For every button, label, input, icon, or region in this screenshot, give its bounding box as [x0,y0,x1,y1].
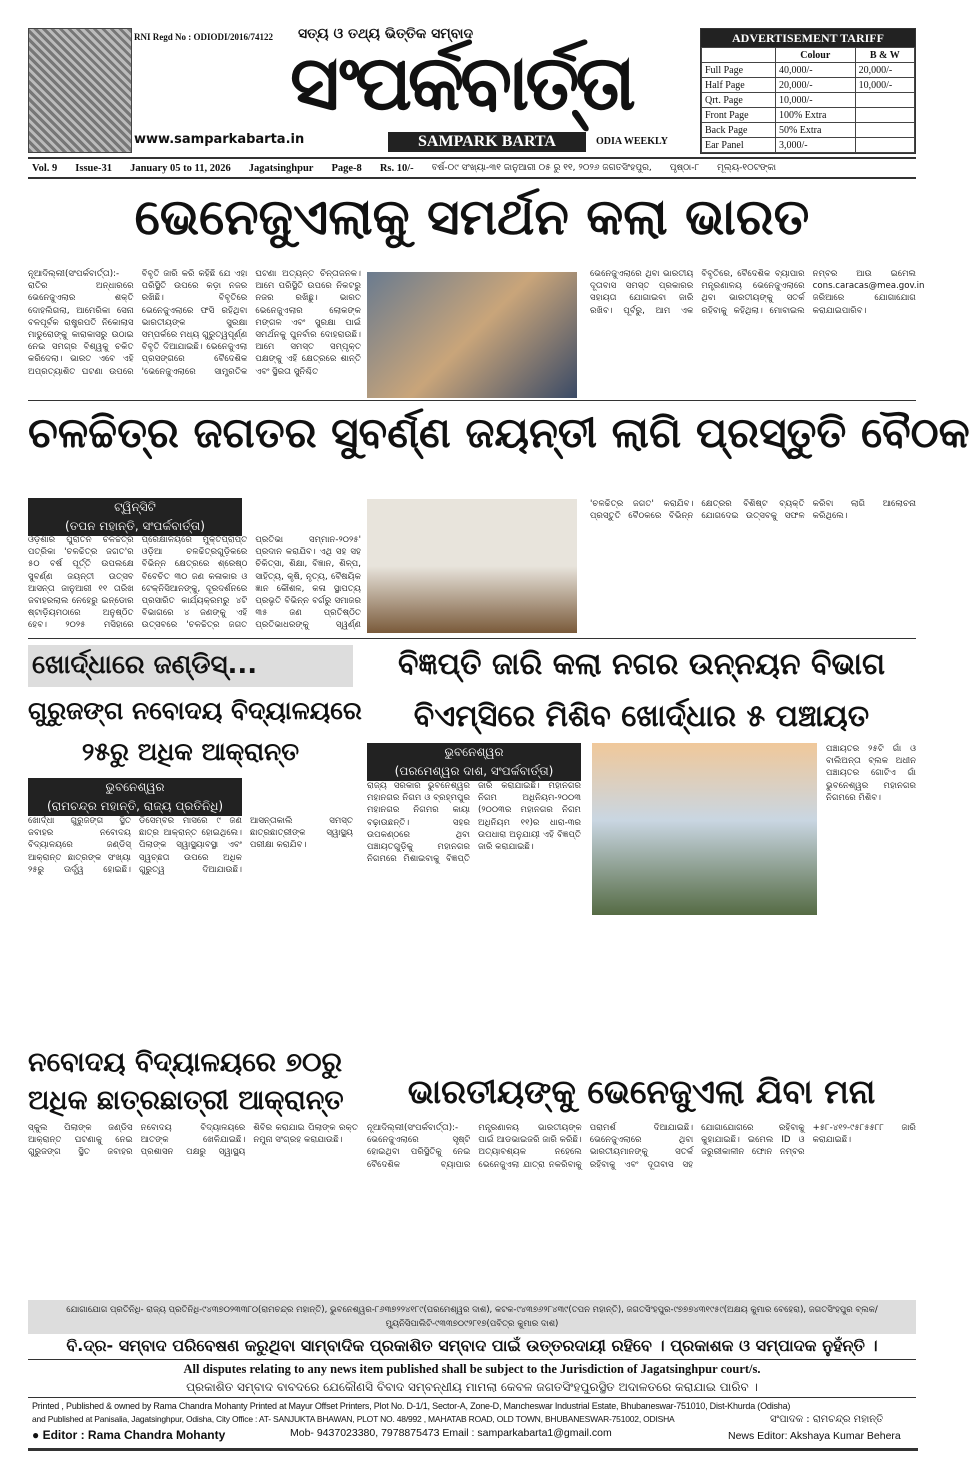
headline-venezuela-support: ଭେନେଜୁଏଲାକୁ ସମର୍ଥନ କଲା ଭାରତ [134,188,810,246]
odia-price: ମୂଲ୍ୟ-୧୦ଟଙ୍କା [717,163,777,173]
printed-line-1: Printed , Published & owned by Rama Chandra Mohanty Printed at Mayur Offset Printers, Plot No. D-1/1, Sector-A, Zone-D, Mancheswar Industrial Estate, Bhubaneswar-751010, Dist-Khurda (Odisha) [32,1401,791,1411]
headline-gurujang-1: ଗୁରୁଜଙ୍ଗ ନବୋଦୟ ବିଦ୍ୟାଳୟରେ [28,696,362,725]
newspaper-logo: ସଂପର୍କବାର୍ତ୍ତା [290,38,632,127]
tariff-cell: Colour [775,48,855,63]
meeting-photo [367,499,577,633]
tariff-header-row [702,48,915,63]
tariff-cell: B & W [855,48,914,63]
disputes-english: All disputes relating to any news item published shall be subject to the Jurisdiction of Jagatsinghpur court/s. [183,1362,761,1376]
tariff-cell [855,108,914,123]
tariff-cell [702,48,776,63]
byline-name: (ରାମଚନ୍ଦ୍ର ମହାନ୍ତି, ରାଜ୍ୟ ପ୍ରତିନିଧି) [28,797,242,816]
odia-info: ବର୍ଷ-୦୯ ସଂଖ୍ୟା-୩୧ ଜାନୁଆରୀ ୦୫ ରୁ ୧୧, ୨୦୨୬ ଜଗତସିଂହପୁର, [431,163,652,173]
date: January 05 to 11, 2026 [130,162,231,174]
tariff-cell: 40,000/- [775,63,855,78]
tariff-cell: 20,000/- [775,78,855,93]
disclaimer-odia: ବି.ଦ୍ର- ସମ୍ବାଦ ପରିବେଷଣ କରୁଥିବା ସାମ୍ବାଦିକ ପ୍ରକାଶିତ ସମ୍ବାଦ ପାଇଁ ଉତ୍ତରଦାୟୀ ରହିବେ । ପ୍ରକାଶକ ଓ ସମ୍ପାଦକ ନୁହଁନ୍ତି । [66,1336,878,1355]
tariff-cell: 50% Extra [775,123,855,138]
tariff-cell: 10,000/- [855,78,914,93]
tariff-row [702,78,915,93]
byline-place: ଟ୍ୱିନ୍‌ସିଟି [28,498,242,517]
tagline: ସତ୍ୟ ଓ ତଥ୍ୟ ଭିତ୍ତିକ ସମ୍ବାଦ [298,26,474,42]
editor-name: Editor : Rama Chandra Mohanty [42,1428,226,1442]
place: Jagatsinghpur [248,162,314,174]
headline-film-jubilee: ଚଳଚ୍ଚିତ୍ର ଜଗତର ସୁବର୍ଣ୍ଣ ଜୟନ୍ତୀ ଲାଗି ପ୍ରସ୍ତୁତି ବୈଠକ [28,408,970,457]
byline-place: ଭୁବନେଶ୍ୱର [28,778,242,797]
article-film-left: ଓଡ଼ିଶାର ପୁରାତନ ଚଳଚ୍ଚିତ୍ର ପତ୍ରିକା 'ଚଳଚ୍ଚିତ୍ର ଜଗତ'ର ୫୦ ବର୍ଷ ପୂର୍ତ୍ତି ଉପଲକ୍ଷେ ସୁବର୍ଣ୍ଣ ଜୟନ୍ତୀ ଉତ୍ସବ ଆସନ୍ତା ଜାନୁଆରୀ ୧୧ ତାରିଖ ଜବାହରଲାଲ ନେହେରୁ ଇନ୍‌ଡୋର ଷ୍ଟାଡ଼ିୟମଠାରେ ଅନୁଷ୍ଠିତ ହେବ। ୨୦୨୫ ମସିହାରେ ପ୍ରେକ୍ଷାଳୟରେ ମୁକ୍ତିପ୍ରାପ୍ତ ଓଡ଼ିଆ ଚଳଚ୍ଚିତ୍ରଗୁଡ଼ିକରେ ବିଭିନ୍ନ କ୍ଷେତ୍ରରେ ଶ୍ରେଷ୍ଠ ବିବେଚିତ ୩୦ ଜଣ କଳାକାର ଓ ଟେକ୍ନିସିଆନଙ୍କୁ, ଦୂରଦର୍ଶନରେ ପ୍ରସାରିତ କାର୍ଯ୍ୟକ୍ରମରୁ ୪ଟି ବିଭାଗରେ ୪ ଜଣଙ୍କୁ ଏହି ଉତ୍ସବରେ 'ଚଳଚ୍ଚିତ୍ର ଜଗତ ପ୍ରତିଭା ସମ୍ମାନ-୨୦୨୫' ପ୍ରଦାନ କରାଯିବ। ଏଥି ସହ ସହ ଚିକିତ୍ସା, ଶିକ୍ଷା, ବିଜ୍ଞାନ, ଶିଳ୍ପ, ସାହିତ୍ୟ, କୃଷି, ନୃତ୍ୟ, ବୈଷୟିକ ଜ୍ଞାନ କୌଶଳ, କଳା ସ୍ଥାପତ୍ୟ ପ୍ରଭୃତି ବିଭିନ୍ନ ବର୍ଗରୁ ସମାଜର ୩୫ ଜଣ ପ୍ରତିଷ୍ଠିତ ପ୍ରତିଭାଧରଙ୍କୁ ସ୍ୱର୍ଣ୍ଣ [28,535,361,631]
byline-place: ଭୁବନେଶ୍ୱର [367,743,581,762]
article-navodaya: ସ୍କୁଲ ପିଲାଙ୍କ ଜଣ୍ଡିସ ଆକ୍ରାନ୍ତ ଘଟଣାକୁ ନେଇ ଗୁରୁଜଙ୍ଗ ସ୍ଥିତ ଜବାହର ନବୋଦୟ ବିଦ୍ୟାଳୟରେ ଆତଙ୍କ ଖେଳିଯାଇଛି। ପ୍ରଶାସନ ପକ୍ଷରୁ ସ୍ୱାସ୍ଥ୍ୟ ଶିବିର କରାଯାଇ ପିଲାଙ୍କ ରକ୍ତ ନମୁନା ସଂଗ୍ରହ କରାଯାଉଛି। [28,1123,358,1158]
tariff-cell: 100% Extra [775,108,855,123]
tariff-cell: Qrt. Page [702,93,776,108]
advertisement-tariff [700,28,916,154]
article-bmc: ରାଜ୍ୟ ସରକାର ଭୁବନେଶ୍ୱର ମହାନଗର ନିଗମ ଓ ବ୍ରହ୍ମପୁର ମହାନଗର ନିଗମର କାୟା ବଢ଼ାଉଛନ୍ତି। ସହର ଉପକଣ୍ଠରେ ଥିବା ପଞ୍ଚାୟତଗୁଡ଼ିକୁ ମହାନଗର ନିଗମରେ ମିଶାଇବାକୁ ବିଜ୍ଞପ୍ତି ଜାରି କରାଯାଇଛି। ମହାନଗର ନିଗମ ଅଧିନିୟମ-୨୦୦୩ (୨୦୦୩ର ମହାନଗର ନିଗମ ଅଧିନିୟମ ୧୧)ର ଧାରା-୩ର ଉପଧାରା ଅନୁଯାୟୀ ଏହି ବିଜ୍ଞପ୍ତି ଜାରି କରାଯାଇଛି। [367,781,581,865]
news-editor: News Editor: Akshaya Kumar Behera [728,1430,901,1442]
page: Page-8 [331,162,362,174]
tariff-row [702,93,915,108]
leaders-photo [367,272,577,398]
tariff-cell [855,93,914,108]
tariff-row [702,63,915,78]
building-photo [592,743,817,915]
website: www.samparkabarta.in [134,132,305,147]
tariff-row [702,138,915,153]
volume: Vol. 9 [32,162,58,174]
tariff-cell: 3,000/- [775,138,855,153]
article-venezuela-right: ଭେନେଜୁଏଲାରେ ଥିବା ଭାରତୀୟ ଦୂତାବାସ ସମସ୍ତ ପ୍ରକାରର ସହାୟତା ଯୋଗାଇବା ଜାରି ରଖିବ। ପୂର୍ବରୁ, ଆମ ଏକ ବିବୃତିରେ, ବୈଦେଶିକ ବ୍ୟାପାର ମନ୍ତ୍ରଣାଳୟ ଭେନେଜୁଏଲାରେ ଥିବା ଭାରତୀୟଙ୍କୁ ସତର୍କ ରହିବାକୁ କହିଥିଲା। ମୋବାଇଲ ନମ୍ବର ଆଉ ଇମେଲ cons.caracas@mea.gov.in ଜରିଆରେ ଯୋଗାଯୋଗ କରାଯାଇପାରିବ। [590,269,925,316]
headline-notification: ବିଜ୍ଞପ୍ତି ଜାରି କଲା ନଗର ଉନ୍ନୟନ ବିଭାଗ [397,647,885,682]
editor-odia: ସଂପାଦକ : ରାମଚନ୍ଦ୍ର ମହାନ୍ତି [770,1414,884,1425]
rni-number: RNI Regd No : ODIODI/2016/74122 [134,32,274,42]
tariff-row [702,108,915,123]
byline-box [367,743,581,781]
tariff-cell: Full Page [702,63,776,78]
tariff-cell: 10,000/- [775,93,855,108]
byline-name: (ତପନ ମହାନ୍ତି, ସଂପର୍କବାର୍ତ୍ତା) [28,517,242,536]
byline-name: (ପରମେଶ୍ୱର ଦାଶ, ସଂପର୍କବାର୍ତ୍ତା) [367,762,581,781]
tariff-cell [855,138,914,153]
headline-navodaya-2: ଅଧିକ ଛାତ୍ରଛାତ୍ରୀ ଆକ୍ରାନ୍ତ [28,1085,344,1116]
printed-line-2: and Published at Panisalia, Jagatsinghpur, Odisha, City Office : AT- SANJUKTA BHAWAN, PLOT NO. 48/992 , MAHATAB ROAD, OLD TOWN, BHUBANESWAR-751002, ODISHA [32,1414,675,1424]
article-gurujang: ଖୋର୍ଦ୍ଧା ଗୁରୁଜଙ୍ଗ ସ୍ଥିତ ଜବାହର ନବୋଦୟ ବିଦ୍ୟାଳୟରେ ଜଣ୍ଡିସ୍ ଆକ୍ରାନ୍ତ ଛାତ୍ରଙ୍କ ସଂଖ୍ୟା ୨୫ରୁ ଊର୍ଦ୍ଧ୍ୱ ହୋଇଛି। ଡିସେମ୍ବର ମାସରେ ୯ ଜଣ ଛାତ୍ର ଆକ୍ରାନ୍ତ ହୋଇଥିଲେ। ପିଲାଙ୍କ ସ୍ୱାସ୍ଥ୍ୟାବସ୍ଥା ଏବଂ ସ୍ୱଚ୍ଛତା ଉପରେ ଅଧିକ ଗୁରୁତ୍ୱ ଦିଆଯାଉଛି। ଆସନ୍ତାକାଲି ସମସ୍ତ ଛାତ୍ରଛାତ୍ରୀଙ୍କ ସ୍ୱାସ୍ଥ୍ୟ ପରୀକ୍ଷା କରାଯିବ। [28,816,353,875]
tariff-cell: Front Page [702,108,776,123]
tariff-title: ADVERTISEMENT TARIFF [701,29,915,47]
tariff-cell: Back Page [702,123,776,138]
tariff-cell: Half Page [702,78,776,93]
headline-bmc: ବିଏମ୍‌ସିରେ ମିଶିବ ଖୋର୍ଦ୍ଧାର ୫ ପଞ୍ଚାୟତ [413,699,870,734]
byline-box [28,778,242,816]
tariff-cell: 20,000/- [855,63,914,78]
issue: Issue-31 [75,162,113,174]
editor: ● Editor : Rama Chandra Mohanty [32,1428,226,1442]
tariff-cell [855,123,914,138]
weekly-label: ODIA WEEKLY [596,136,668,147]
article-venezuela-left: ନୂଆଦିଲ୍ଲୀ(ସଂପର୍କବାର୍ତ୍ତା):- ରାତିର ଅନ୍ଧାରରେ ଭେନେଜୁଏଲାର ଶକ୍ତି ଦୋହଲିଗଲା, ଆମେରିକା ସେନା ବଳପୂର୍ବକ ରାଷ୍ଟ୍ରପତି ନିକୋଲାସ ମାଡୁରୋଙ୍କୁ କାରାକାସରୁ ଉଠାଇ ନେଇ ସମଗ୍ର ବିଶ୍ୱକୁ ଚକିତ କରିଦେଲା। ଭାରତ ଏବେ ଏହି ଅପ୍ରତ୍ୟାଶିତ ଘଟଣା ଉପରେ ବିବୃତି ଜାରି କରି କହିଛି ଯେ ଏହା ପରିସ୍ଥିତି ଉପରେ କଡ଼ା ନଜର ରଖିଛି। ବିବୃତିରେ ଭେନେଜୁଏଲାରେ ଫସି ରହିଥିବା ଭାରତୀୟଙ୍କ ସୁରକ୍ଷା ସମ୍ପର୍କରେ ମଧ୍ୟ ଗୁରୁତ୍ୱପୂର୍ଣ୍ଣ ବିବୃତି ଦିଆଯାଇଛି। ଭେନେଜୁଏଲା ପ୍ରସଙ୍ଗରେ ବୈଦେଶିକ 'ଭେନେଜୁଏଲାରେ ସାମ୍ପ୍ରତିକ ଘଟଣା ଅତ୍ୟନ୍ତ ଚିନ୍ତାଜନକ। ଆମେ ପରିସ୍ଥିତି ଉପରେ ନିକଟରୁ ନଜର ରଖିଛୁ। ଭାରତ ଭେନେଜୁଏଲାର ଲୋକଙ୍କ ମଙ୍ଗଳ ଏବଂ ସୁରକ୍ଷା ପାଇଁ ସମର୍ଥନକୁ ପୁନର୍ବାର ଦୋହରାଉଛି। ଆମେ ସମସ୍ତ ସମ୍ପୃକ୍ତ ପକ୍ଷଙ୍କୁ ଏହି କ୍ଷେତ୍ରରେ ଶାନ୍ତି ଏବଂ ସ୍ଥିରତା ସୁନିଶ୍ଚିତ [28,269,361,377]
tariff-row [702,123,915,138]
issue-info-bar [28,157,916,179]
article-venezuela-travel: ନୂଆଦିଲ୍ଲୀ(ସଂପର୍କବାର୍ତ୍ତା):- ଭେନେଜୁଏଲାରେ ସୃଷ୍ଟି ହୋଇଥିବା ପରିସ୍ଥିତିକୁ ନେଇ ବୈଦେଶିକ ବ୍ୟାପାର ମନ୍ତ୍ରଣାଳୟ ଭାରତୀୟଙ୍କ ପାଇଁ ଆଡଭାଇଜରି ଜାରି କରିଛି। ଅତ୍ୟାବଶ୍ୟକ ନହେଲେ ଭେନେଜୁଏଲା ଯାତ୍ରା ନକରିବାକୁ ପରାମର୍ଶ ଦିଆଯାଇଛି। ଭେନେଜୁଏଲାରେ ଥିବା ଭାରତୀୟମାନଙ୍କୁ ସତର୍କ ରହିବାକୁ ଏବଂ ଦୂତାବାସ ସହ ଯୋଗାଯୋଗରେ ରହିବାକୁ କୁହାଯାଇଛି। ଇମେଲ ID ଓ ଜରୁରୀକାଳୀନ ଫୋନ ନମ୍ବର +୫୮-୪୧୨-୯୫୮୫୫୮୮ ଜାରି କରାଯାଇଛି। [367,1123,916,1170]
price: Rs. 10/- [379,162,414,174]
headline-gurujang-2: ୨୫ରୁ ଅଧିକ ଆକ୍ରାନ୍ତ [81,737,300,766]
headline-venezuela-travel: ଭାରତୀୟଙ୍କୁ ଭେନେଜୁଏଲା ଯିବା ମନା [407,1072,876,1111]
deity-illustration [28,28,132,153]
kicker-jaundice: ଖୋର୍ଦ୍ଧାରେ ଜଣ୍ଡିସ୍... [28,645,353,687]
disputes-odia: ପ୍ରକାଶିତ ସମ୍ବାଦ ବାବଦରେ ଯେକୌଣସି ବିବାଦ ସମ୍ବନ୍ଧୀୟ ମାମଲା କେବଳ ଜଗତସିଂହପୁରସ୍ଥିତ ଅଦାଳତରେ କରାଯାଇ ପାରିବ । [186,1380,758,1394]
odia-page: ପୃଷ୍ଠା-୮ [669,163,700,173]
contacts-bar: ଯୋଗାଯୋଗ ପ୍ରତିନିଧି- ରାଜ୍ୟ ପ୍ରତିନିଧି-୯୪୩୭୦୨୩୩୮୦(ରାମଚନ୍ଦ୍ର ମହାନ୍ତି), ଭୁବନେଶ୍ୱର-୮୬୩୭୨୨୪୧୮୯(ପରମେଶ୍ୱର ଦାଶ), କଟକ-୯୪୩୭୬୨୮୪୩୯(ତପନ ମହାନ୍ତି), ଜଗତସିଂହପୁର-୯୭୭୭୪୩୧୯୫୯(ଅକ୍ଷୟ କୁମାର ବେହେରା), ଜଗତସିଂହପୁର ବ୍ଲକ/ମ୍ୟୁନିସିପାଲିଟି-୯୩୩୭୦୯୨୮୧୭(ପବିତ୍ର କୁମାର ଦାଶ) [28,1300,916,1334]
contact-info: Mob- 9437023380, 7978875473 Email : samparkabarta1@gmail.com [290,1427,612,1439]
article-film-right: 'ଚଳଚ୍ଚିତ୍ର ଜଗତ' କରାଯିବ। ପ୍ରସ୍ତୁତି ବୈଠକରେ ବିଭିନ୍ନ କ୍ଷେତ୍ରର ବିଶିଷ୍ଟ ବ୍ୟକ୍ତି ଯୋଗଦେଇ ଉତ୍ସବକୁ ସଫଳ କରିବା ଲାଗି ଆଲୋଚନା କରିଥିଲେ। [590,499,916,522]
tariff-cell: Ear Panel [702,138,776,153]
headline-navodaya-1: ନବୋଦୟ ବିଦ୍ୟାଳୟରେ ୭୦ରୁ [28,1047,343,1078]
byline-box [28,498,242,536]
english-name: SAMPARK BARTA [388,132,586,152]
article-bmc-right: ପଞ୍ଚାୟତର ୨୫ଟି ଗାଁ ଓ ବାଲିଅନ୍ତା ବ୍ଲକ ଅଧୀନ ପଞ୍ଚାୟତର ଗୋଟିଏ ଗାଁ ଭୁବନେଶ୍ୱର ମହାନଗର ନିଗମରେ ମିଶିବ। [826,744,916,803]
